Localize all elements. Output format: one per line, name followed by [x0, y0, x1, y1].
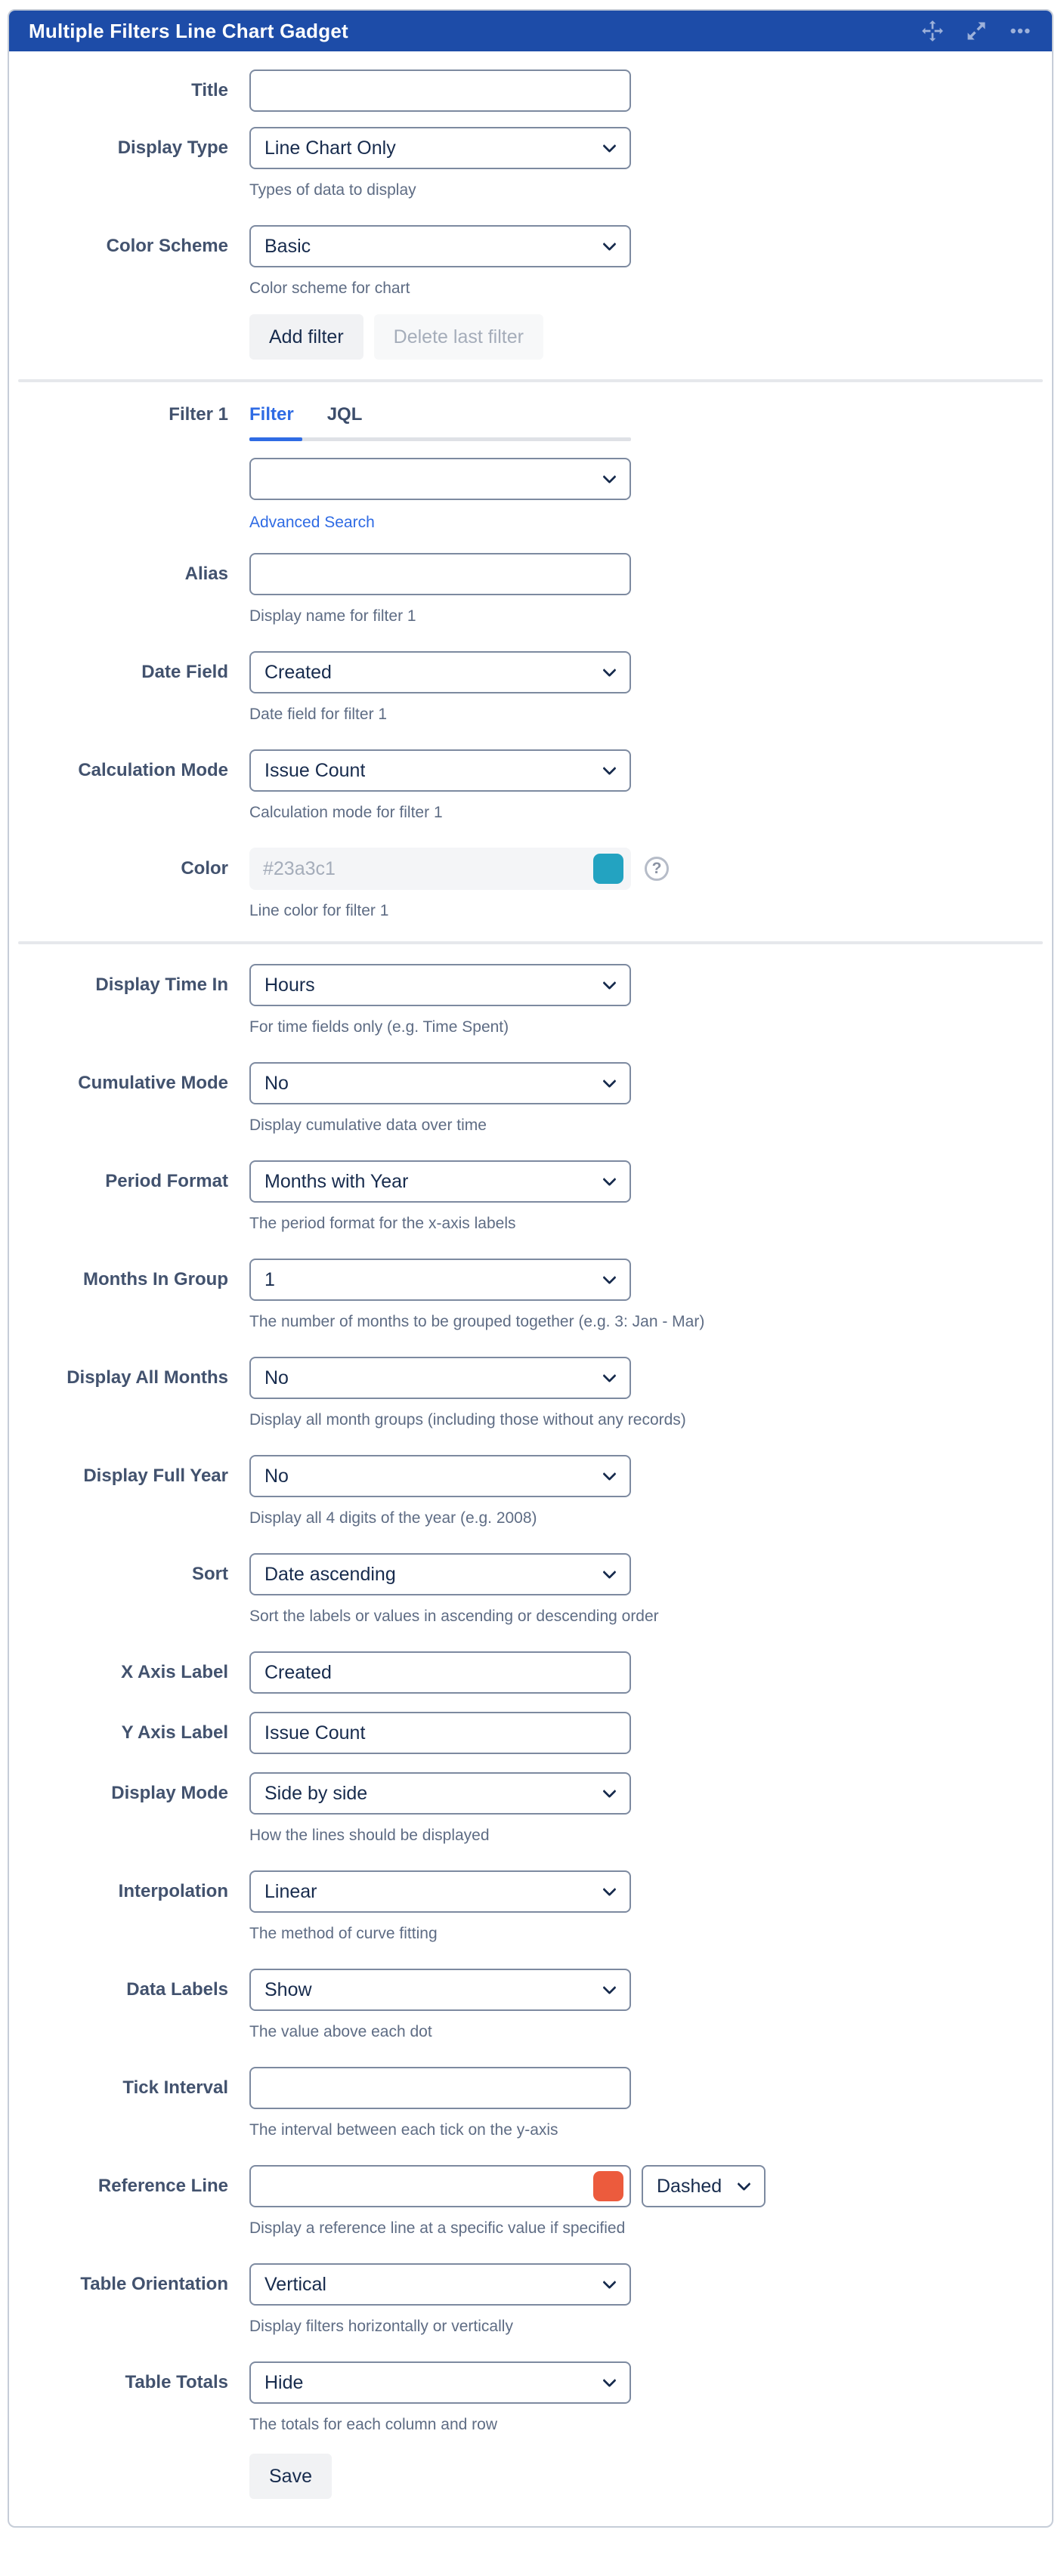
reference-line-style-value: Dashed — [657, 2175, 722, 2197]
reference-line-color-swatch[interactable] — [593, 2171, 623, 2201]
row-x-axis-label — [27, 1651, 1034, 1694]
chevron-down-icon — [602, 663, 616, 677]
y-axis-label-label: Y Axis Label — [121, 1722, 228, 1743]
chevron-down-icon — [602, 761, 616, 775]
display-time-in-help: For time fields only (e.g. Time Spent) — [249, 1018, 509, 1036]
move-icon[interactable] — [920, 19, 945, 43]
chevron-down-icon — [602, 1883, 616, 1896]
tick-interval-input[interactable] — [249, 2067, 631, 2109]
cumulative-mode-select[interactable] — [249, 1062, 631, 1104]
color-help: Line color for filter 1 — [249, 902, 389, 919]
color-input[interactable] — [249, 848, 631, 890]
alias-help: Display name for filter 1 — [249, 607, 416, 625]
tick-interval-help: The interval between each tick on the y-axis — [249, 2121, 558, 2139]
months-in-group-help: The number of months to be grouped together (e.g. 3: Jan - Mar) — [249, 1313, 705, 1330]
chevron-down-icon — [602, 1271, 616, 1284]
period-format-label: Period Format — [105, 1171, 228, 1191]
display-type-label: Display Type — [117, 137, 228, 158]
display-all-months-label: Display All Months — [67, 1367, 228, 1388]
display-all-months-value: No — [264, 1367, 289, 1388]
color-scheme-value: Basic — [264, 235, 311, 257]
color-input-wrap — [249, 848, 631, 890]
cumulative-mode-value: No — [264, 1072, 289, 1094]
chevron-down-icon — [602, 1467, 616, 1481]
reference-line-input[interactable] — [249, 2165, 631, 2207]
row-save — [27, 2454, 1034, 2499]
chevron-down-icon — [737, 2177, 750, 2191]
period-format-help: The period format for the x-axis labels — [249, 1215, 516, 1232]
months-in-group-label: Months In Group — [83, 1269, 228, 1290]
x-axis-label-label: X Axis Label — [121, 1662, 228, 1682]
row-display-full-year — [27, 1455, 1034, 1529]
tick-interval-label: Tick Interval — [122, 2077, 228, 2098]
chevron-down-icon — [602, 1565, 616, 1579]
period-format-value: Months with Year — [264, 1170, 409, 1192]
row-display-time-in — [27, 964, 1034, 1038]
date-field-help: Date field for filter 1 — [249, 706, 388, 723]
reference-line-help: Display a reference line at a specific value if specified — [249, 2219, 626, 2237]
chevron-down-icon — [602, 1369, 616, 1382]
gadget-header — [9, 11, 1052, 51]
display-time-in-select[interactable] — [249, 964, 631, 1006]
date-field-select[interactable] — [249, 651, 631, 693]
cumulative-mode-label: Cumulative Mode — [78, 1073, 228, 1093]
alias-input[interactable] — [249, 553, 631, 595]
filter-source-tabs — [249, 402, 631, 428]
display-full-year-label: Display Full Year — [83, 1466, 228, 1486]
color-scheme-select[interactable] — [249, 225, 631, 267]
calculation-mode-select[interactable] — [249, 749, 631, 792]
row-display-mode — [27, 1772, 1034, 1846]
color-scheme-label: Color Scheme — [106, 236, 228, 256]
calculation-mode-value: Issue Count — [264, 759, 366, 781]
display-type-value: Line Chart Only — [264, 137, 396, 159]
row-calculation-mode — [27, 749, 1034, 823]
title-label: Title — [191, 80, 228, 100]
color-scheme-help: Color scheme for chart — [249, 280, 410, 297]
table-orientation-help: Display filters horizontally or vertically — [249, 2318, 513, 2335]
row-filter-1 — [27, 402, 1034, 533]
filter-1-label: Filter 1 — [169, 404, 228, 425]
row-date-field — [27, 651, 1034, 725]
gadget-config-form — [9, 51, 1052, 2526]
display-mode-help: How the lines should be displayed — [249, 1827, 490, 1844]
tab-filter[interactable]: Filter — [249, 404, 294, 425]
section-divider — [18, 379, 1043, 382]
y-axis-label-input[interactable] — [249, 1712, 631, 1754]
row-color — [27, 848, 1034, 922]
add-filter-button[interactable]: Add filter — [249, 314, 363, 360]
table-orientation-label: Table Orientation — [80, 2274, 228, 2294]
row-display-type — [27, 127, 1034, 201]
chevron-down-icon — [602, 237, 616, 251]
sort-label: Sort — [192, 1564, 228, 1584]
row-interpolation — [27, 1870, 1034, 1944]
tab-underline-track — [249, 437, 631, 441]
months-in-group-value: 1 — [264, 1268, 275, 1290]
data-labels-select[interactable] — [249, 1969, 631, 2011]
row-table-orientation — [27, 2263, 1034, 2337]
interpolation-select[interactable] — [249, 1870, 631, 1913]
display-type-select[interactable] — [249, 127, 631, 169]
tab-jql[interactable]: JQL — [326, 404, 363, 425]
gadget-title: Multiple Filters Line Chart Gadget — [29, 19, 348, 42]
calculation-mode-label: Calculation Mode — [78, 760, 228, 780]
date-field-label: Date Field — [141, 662, 228, 682]
row-display-all-months — [27, 1357, 1034, 1431]
title-input[interactable] — [249, 69, 631, 112]
advanced-search-link[interactable]: Advanced Search — [249, 514, 375, 531]
row-title — [27, 69, 1034, 112]
display-time-in-label: Display Time In — [95, 974, 228, 995]
tab-active-indicator — [249, 437, 302, 441]
color-swatch[interactable] — [593, 854, 623, 884]
display-time-in-value: Hours — [264, 974, 315, 996]
color-label: Color — [181, 858, 228, 879]
chevron-down-icon — [602, 1981, 616, 1994]
expand-icon[interactable] — [964, 19, 988, 43]
table-totals-help: The totals for each column and row — [249, 2416, 498, 2433]
row-filter-buttons — [27, 314, 1034, 360]
ellipsis-icon[interactable] — [1008, 19, 1032, 43]
filter-1-select[interactable] — [249, 458, 631, 500]
chevron-down-icon — [602, 2275, 616, 2289]
display-mode-select[interactable] — [249, 1772, 631, 1815]
display-all-months-select[interactable] — [249, 1357, 631, 1399]
display-mode-value: Side by side — [264, 1782, 368, 1804]
data-labels-help: The value above each dot — [249, 2023, 432, 2040]
row-months-in-group — [27, 1259, 1034, 1333]
save-button[interactable]: Save — [249, 2454, 332, 2499]
table-orientation-select[interactable] — [249, 2263, 631, 2306]
display-full-year-value: No — [264, 1465, 289, 1487]
chevron-down-icon — [602, 470, 616, 483]
table-totals-select[interactable] — [249, 2361, 631, 2404]
row-alias — [27, 553, 1034, 627]
interpolation-label: Interpolation — [118, 1881, 228, 1901]
chevron-down-icon — [602, 139, 616, 153]
delete-last-filter-button: Delete last filter — [374, 314, 543, 360]
interpolation-value: Linear — [264, 1880, 317, 1902]
row-reference-line — [27, 2165, 1034, 2239]
row-y-axis-label — [27, 1712, 1034, 1754]
months-in-group-select[interactable] — [249, 1259, 631, 1301]
cumulative-mode-help: Display cumulative data over time — [249, 1117, 487, 1134]
reference-line-label: Reference Line — [97, 2176, 228, 2196]
row-color-scheme — [27, 225, 1034, 299]
display-full-year-help: Display all 4 digits of the year (e.g. 2008) — [249, 1509, 537, 1527]
sort-select[interactable] — [249, 1553, 631, 1595]
interpolation-help: The method of curve fitting — [249, 1925, 438, 1942]
reference-line-input-wrap — [249, 2165, 631, 2207]
help-icon[interactable] — [645, 857, 669, 881]
reference-line-style-select[interactable] — [642, 2165, 766, 2207]
sort-value: Date ascending — [264, 1563, 396, 1585]
header-icon-group — [920, 19, 1032, 43]
section-divider — [18, 941, 1043, 944]
chevron-down-icon — [602, 1784, 616, 1798]
row-tick-interval — [27, 2067, 1034, 2141]
table-orientation-value: Vertical — [264, 2273, 326, 2295]
display-mode-label: Display Mode — [111, 1783, 228, 1803]
row-cumulative-mode — [27, 1062, 1034, 1136]
period-format-select[interactable] — [249, 1160, 631, 1203]
display-full-year-select[interactable] — [249, 1455, 631, 1497]
chevron-down-icon — [602, 1172, 616, 1186]
calculation-mode-help: Calculation mode for filter 1 — [249, 804, 443, 821]
gadget-panel — [8, 9, 1053, 2528]
table-totals-label: Table Totals — [125, 2372, 228, 2392]
display-type-help: Types of data to display — [249, 181, 416, 199]
row-data-labels — [27, 1969, 1034, 2043]
date-field-value: Created — [264, 661, 332, 683]
data-labels-label: Data Labels — [126, 1979, 228, 2000]
table-totals-value: Hide — [264, 2371, 304, 2393]
row-table-totals — [27, 2361, 1034, 2435]
row-sort — [27, 1553, 1034, 1627]
chevron-down-icon — [602, 2374, 616, 2387]
alias-label: Alias — [184, 564, 228, 584]
row-period-format — [27, 1160, 1034, 1234]
data-labels-value: Show — [264, 1978, 312, 2000]
x-axis-label-input[interactable] — [249, 1651, 631, 1694]
display-all-months-help: Display all month groups (including those without any records) — [249, 1411, 686, 1429]
chevron-down-icon — [602, 976, 616, 990]
sort-help: Sort the labels or values in ascending or descending order — [249, 1608, 659, 1625]
chevron-down-icon — [602, 1074, 616, 1088]
